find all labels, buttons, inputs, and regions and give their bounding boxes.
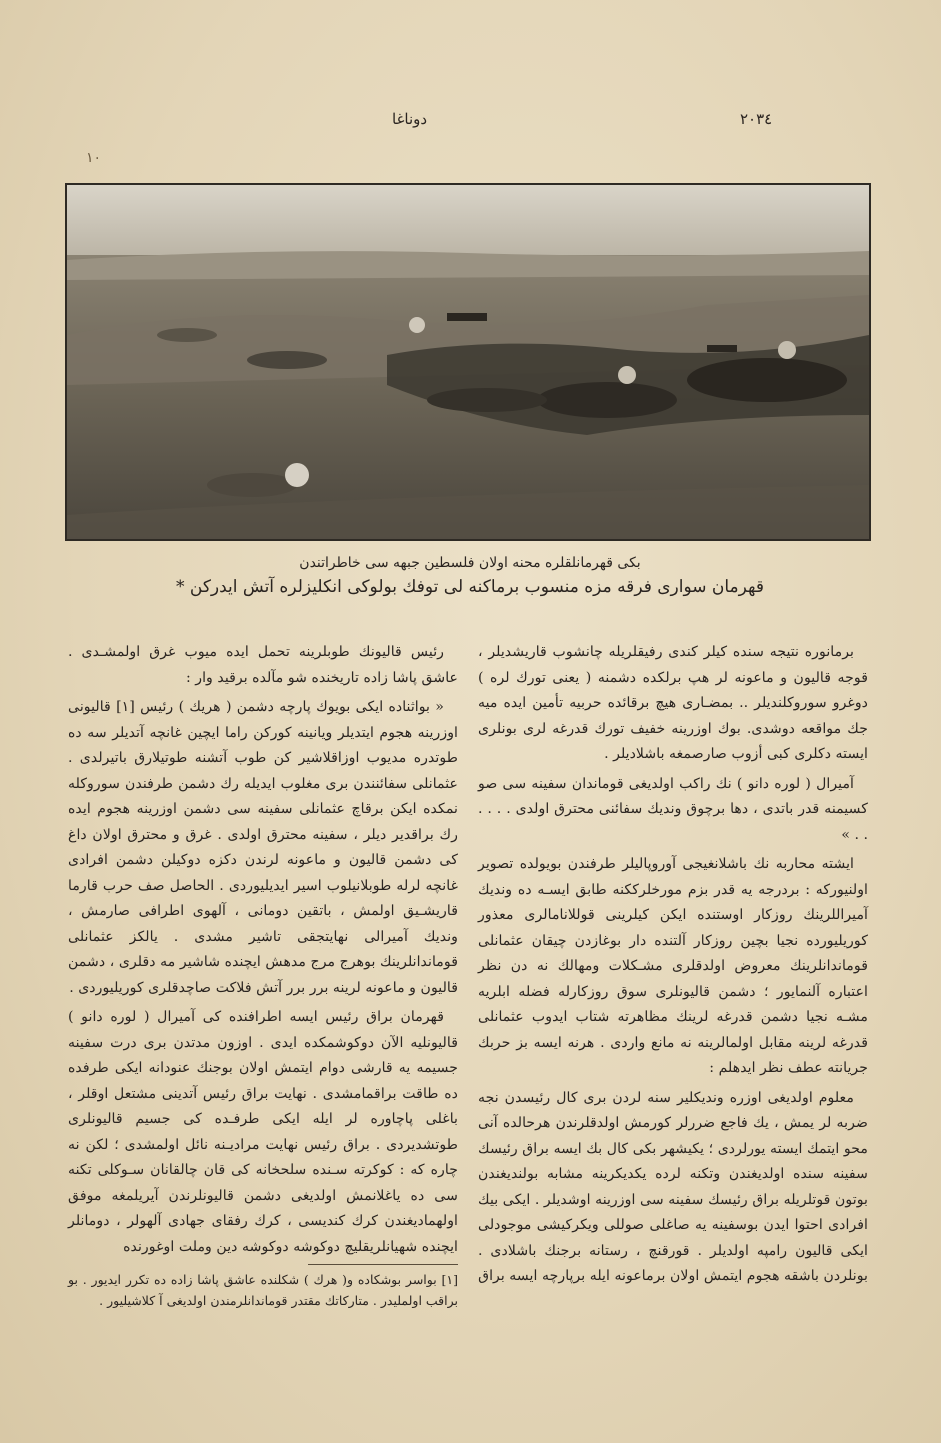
paragraph: ايشته محاربه نك باشلانغيجى آوروپاليلر طرفندن بويولده تصوير اولنيوركه : بردرجه يه قدر بزم مورخلرككنه طابق ايسـه ده ونديك آميراللرينك روزكار اوستنده ايكن كيلرينى قوللانامالرى معذور كوريليورده نجيا بچين روزكار آلتنده دار بوغازدن چيقان عثمانلى قوماندانلرينك معروض اولدقلرى مشـكلات ومهالك نه دن نظر اعتباره آلنمايور ؛ دشمن قاليونلرى سوق روزكارله فضله ابلريه مشـه نجيا دشمن قدرغه لرينك مظاهرته شتاب ايدوب عثمانلى قدرغه لرينه مقابل اولمالرينه نه مانع واردى . هرنه ايسه بز حربك جريانته عطف نظر ايدهلم : <box>478 856 868 1076</box>
paragraph: « بواثناده ايكى بويوك پارچه دشمن ( هريك ) رئيس [١] قاليونى اوزرينه هجوم ايتديلر ويانينه كوركن راما ايچين غانچه آتديلر سه ده طوتدره مديوب اوزاقلاشير كن طوب آتشنه طوتيلارق باتيرلدى . عثمانلى سفائنندن برى مغلوب ايديله رك دشمن طرفندن سوروكله نمكده ايكن برقاچ عثمانلى سفينه سى دشمن اوزرينه هجوم ايده رك براقدير ديلر ، سفينه محترق اولدى . غرق و محترق اولان داغ كى دشمن قاليون و ماعونه لرندن دكزه دوكيلن دشمن افرادى غانچه لرله طوبلانيلوب اسير ايديليوردى . الحاصل صف حرب قارما قاريشـيق اولمش ، باتقين دومانى ، آلهوى اطرافى صارمش ، ونديك آميرالى نهايتجقى تاشير مشدى . يالكز عثمانلى قوماندانلرينك بوهرج مرج مدهش ايچنده شاشير مه دقلرى ، دشمن قاليون و ماعونه لرينه برر برر آتش فلاكت صاچدقلرى كوريليوردى . <box>68 699 458 996</box>
paragraph: قهرمان براق رئيس ايسه اطرافنده كى آميرال ( لوره دانو ) قاليونليه الآن دوكوشمكده ايدى . اوزون مدتدن برى درت سفينه جسيمه يه قارشى دوام ايتمش اولان بوجنك عنودانه ايكى طرفده ده طاقت براقمامشدى . نهايت براق رئيس آتدينى مشتعل اوقلر ، باغلى پاچاوره لر ايله ايكى طرفـده كى جسيم قاليونلرى طوتشديردى . براق رئيس نهايت مراديـنه نائل اولمشدى ؛ لكن نه چاره كه : كوكرته سـنده سلحخانه كى قان چالقانان سـوكلى تكنه سى ده ياغلانمش اولديغى دشمن قاليونلرندن آيريلمغه موفق اولهماديغندن كرك كنديسى ، كرك رفقاى جهادى آلهولر ، دومانلر ايچنده شهيانلريقليچ دوكوشه دوكوشه دين وملت اوغورنده <box>68 1009 458 1255</box>
footnote: [١] بواسر بوشكاده و( هرك ) شكلنده عاشق پاشا زاده ده تكرر ايديور . بو براقب اولمليدر . متاركاتك مقتدر قوماندانلرمندن اولديغى آ كلاشيليور . <box>68 1272 458 1308</box>
photo-caption-line1: بكى قهرمانلقلره محنه اولان فلسطين جبهه سى خاطراتندن <box>299 555 641 571</box>
paragraph: آميرال ( لوره دانو ) نك راكب اولديغى قوماندان سفينه سى صو كسيمنه قدر باتدى ، دها برچوق ونديك سفائنى محترق اولدى . . . . . . » <box>478 775 868 843</box>
photo-caption-line2: قهرمان سوارى فرقه مزه منسوب برماكنه لى توفك بولوكى انكليزلره آتش ايدركن * <box>175 577 765 597</box>
paragraph: رئيس قاليونك طوبلرينه تحمل ايده ميوب غرق اولمشـدى . عاشق پاشا زاده تاريخنده شو مآلده برقيد وار : <box>68 644 458 686</box>
text-column-right <box>478 640 868 1294</box>
photo-icon <box>67 185 869 539</box>
paragraph: معلوم اولديغى اوزره ونديكلير سنه لردن برى كال رئيسدن نجه ضربه لر يمش ، يك فاجع ضررلر كورمش اولدقلرندن هرحالده آنى محو ايتمك ايسته يورلردى ؛ يكيشهر بكى كال بك ايسه براق رئيسك سفينه سنده اولديغندن وتكنه لرده يكديكرينه مشابه بولنديغندن بوتون قوتلريله براق رئيسك سفينه سى اوزرينه اوشديلر . ايكى بيك افرادى احتوا ايدن بوسفينه يه صاغلى صوللى ويكركيشى موجودلى ايكى قاليون رامپه اولديلر . قورقنچ ، رستانه برجنك باشلادى . بونلردن باشقه هجوم ايتمش اولان برماعونه ايله برپارچه ايسه براق <box>478 1089 868 1284</box>
page-number: ٢٠٣٤ <box>740 110 773 128</box>
running-header-title: دوناغا <box>392 110 428 128</box>
battlefield-photo <box>65 183 871 541</box>
footnote-divider <box>308 1264 458 1265</box>
margin-mark: ١٠ <box>86 150 102 166</box>
paragraph: برمانوره نتيجه سنده كيلر كندى رفيقلريله چانشوب قاريشديلر ، قوجه قاليون و ماعونه لر هپ برلكده دشمنه ( يعنى تورك لره ) دوغرو سوروكلنديلر .. بمضـارى هيچ برقائده حربيه تأمين ايده ميه جك مواقعه دوشدى. بوك اوزرينه خفيف تورك قدرغه لرى بونلرى ايسته دكلرى كبى أزوب صارصمغه باشلاديلر . <box>478 644 868 762</box>
text-column-left <box>68 640 458 1315</box>
